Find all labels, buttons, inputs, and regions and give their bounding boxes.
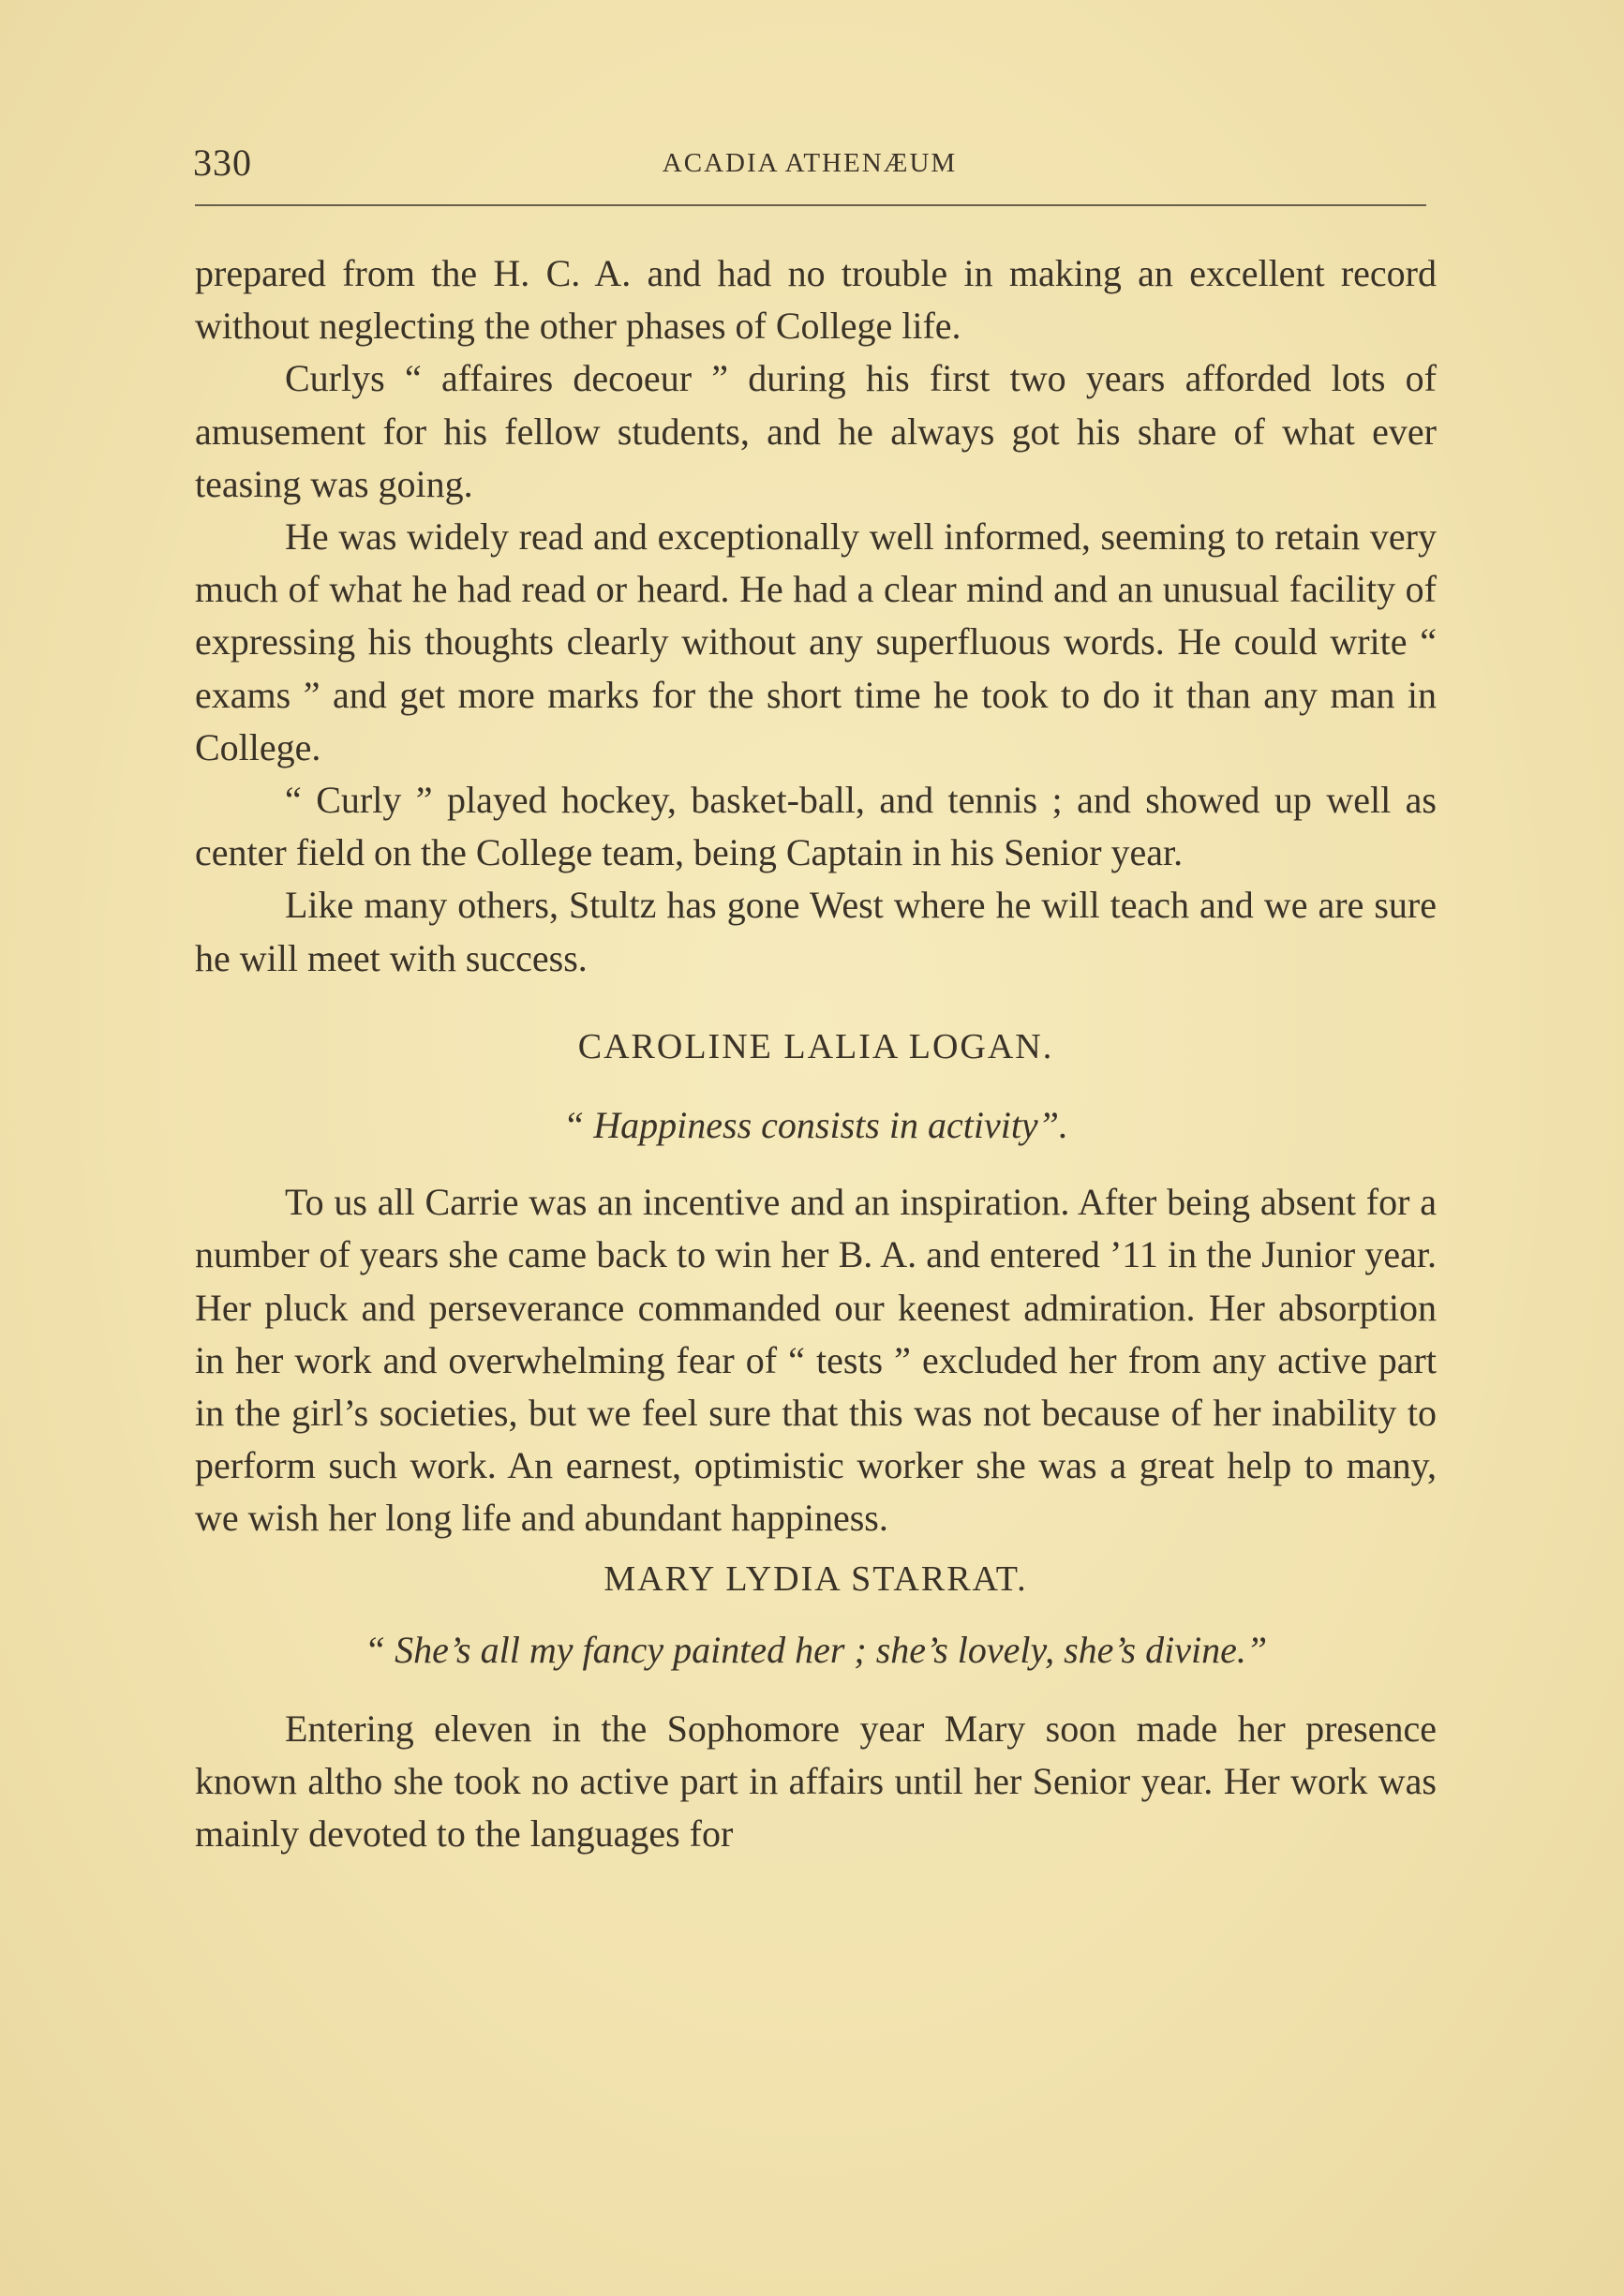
spacer: [195, 1152, 1437, 1176]
section-heading-starrat: MARY LYDIA STARRAT.: [603, 1558, 1028, 1599]
running-title: ACADIA ATHENÆUM: [662, 148, 958, 178]
page-header: [193, 141, 1426, 197]
paragraph-widely-read: He was widely read and exceptionally well informed, seeming to retain very much of what he had read or heard. He had a clear mind and an unusual facility of expressing his thoughts clearly without any superfluous words. He could write “ exams ” and get more marks for the short time he took to do it than any man in College.: [195, 515, 1437, 768]
paragraph-curly-sports: “ Curly ” played hockey, basket-ball, and tennis ; and showed up well as center field on the College team, being Captain in his Senior year.: [195, 779, 1437, 874]
spacer: [195, 1605, 1437, 1624]
article-body: [195, 247, 1437, 1861]
spacer: [195, 1073, 1437, 1099]
paragraph-curlys-affaires: Curlys “ affaires decoeur ” during his first two years afforded lots of amusement for his fellow students, and he always got his share of what ever teasing was going.: [195, 357, 1437, 505]
paragraph-logan: To us all Carrie was an incentive and an inspiration. After being absent for a number of years she came back to win her B. A. and entered ’11 in the Junior year. Her pluck and perseverance commanded our keenest admiration. Her absorption in her work and overwhelming fear of “ tests ” excluded her from any active part in the girl’s societies, but we feel sure that this was not because of her inability to perform such work. An earnest, optimistic worker she was a great help to many, we wish her long life and abundant happiness.: [195, 1181, 1437, 1540]
paragraph-stultz-west: Like many others, Stultz has gone West where he will teach and we are sure he will meet with success.: [195, 884, 1437, 979]
section-motto-starrat: “ She’s all my fancy painted her ; she’s lovely, she’s divine.”: [364, 1628, 1268, 1671]
page-number: 330: [193, 142, 252, 184]
paragraph-continuation: prepared from the H. C. A. and had no trouble in making an excellent record without neglecting the other phases of College life.: [195, 252, 1437, 348]
spacer: [195, 1545, 1437, 1553]
spacer: [195, 1677, 1437, 1703]
section-heading-logan: CAROLINE LALIA LOGAN.: [577, 1026, 1054, 1066]
section-motto-logan: “ Happiness consists in activity”.: [563, 1104, 1068, 1147]
paragraph-starrat: Entering eleven in the Sophomore year Mary soon made her presence known altho she took no active part in affairs until her Senior year. Her work was mainly devoted to the languages for: [195, 1707, 1437, 1856]
header-divider: [195, 204, 1426, 206]
spacer: [195, 985, 1437, 1021]
